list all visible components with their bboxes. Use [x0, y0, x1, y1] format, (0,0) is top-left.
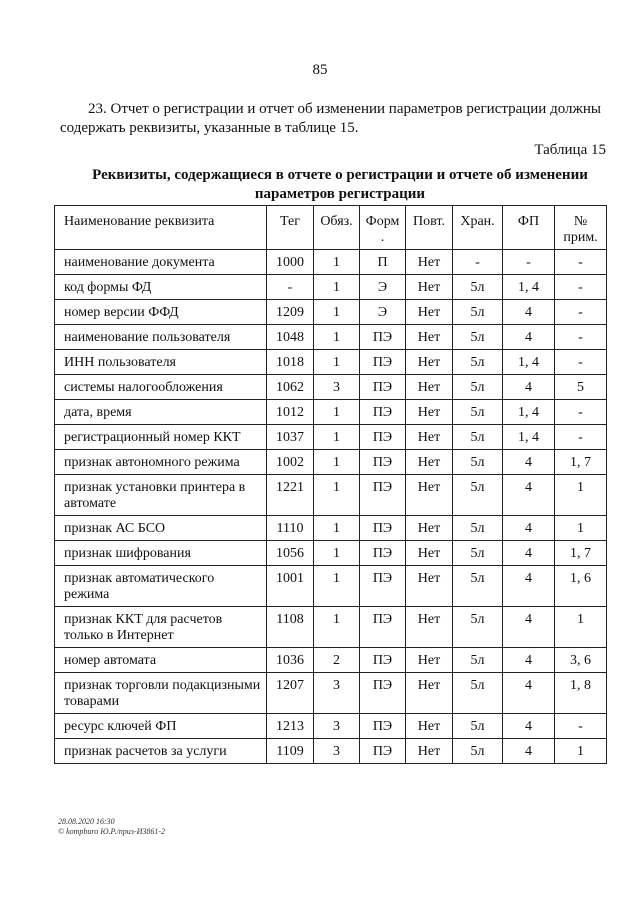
- cell-fp: 4: [503, 714, 555, 739]
- cell-fp: 4: [503, 673, 555, 714]
- cell-tag: 1062: [267, 375, 314, 400]
- table-title: Реквизиты, содержащиеся в отчете о регистрации и отчете об изменении параметров регистрации: [92, 167, 588, 202]
- cell-tag: -: [267, 275, 314, 300]
- cell-name: признак автономного режима: [55, 450, 267, 475]
- cell-tag: 1037: [267, 425, 314, 450]
- footer-stamp: [58, 817, 165, 837]
- cell-format: ПЭ: [360, 400, 406, 425]
- header-tag: Тег: [267, 206, 314, 250]
- requisites-table: [54, 205, 607, 764]
- table-row: [55, 475, 607, 516]
- cell-name: регистрационный номер ККТ: [55, 425, 267, 450]
- header-repeat: Повт.: [406, 206, 453, 250]
- cell-mandatory: 1: [314, 400, 360, 425]
- cell-repeat: Нет: [406, 516, 453, 541]
- cell-mandatory: 1: [314, 425, 360, 450]
- cell-mandatory: 1: [314, 300, 360, 325]
- cell-fp: 4: [503, 325, 555, 350]
- cell-name: признак автоматического режима: [55, 566, 267, 607]
- cell-mandatory: 3: [314, 739, 360, 764]
- cell-note: 1, 7: [555, 541, 607, 566]
- cell-format: ПЭ: [360, 673, 406, 714]
- cell-format: ПЭ: [360, 475, 406, 516]
- header-note: № прим.: [555, 206, 607, 250]
- cell-fp: 4: [503, 300, 555, 325]
- cell-tag: 1209: [267, 300, 314, 325]
- table-row: [55, 541, 607, 566]
- cell-note: 1: [555, 607, 607, 648]
- cell-fp: 4: [503, 375, 555, 400]
- cell-format: ПЭ: [360, 516, 406, 541]
- cell-mandatory: 1: [314, 566, 360, 607]
- cell-mandatory: 1: [314, 516, 360, 541]
- cell-repeat: Нет: [406, 475, 453, 516]
- cell-storage: 5л: [453, 541, 503, 566]
- cell-repeat: Нет: [406, 739, 453, 764]
- cell-tag: 1108: [267, 607, 314, 648]
- cell-repeat: Нет: [406, 350, 453, 375]
- cell-storage: 5л: [453, 714, 503, 739]
- cell-name: номер автомата: [55, 648, 267, 673]
- cell-format: П: [360, 250, 406, 275]
- cell-storage: 5л: [453, 300, 503, 325]
- cell-format: ПЭ: [360, 714, 406, 739]
- cell-fp: 4: [503, 541, 555, 566]
- page-number: 85: [312, 62, 328, 78]
- cell-format: Э: [360, 300, 406, 325]
- cell-name: системы налогообложения: [55, 375, 267, 400]
- intro-paragraph: [60, 100, 620, 138]
- footer-date: 28.08.2020 16:30: [58, 817, 115, 826]
- cell-storage: 5л: [453, 350, 503, 375]
- cell-name: номер версии ФФД: [55, 300, 267, 325]
- cell-storage: 5л: [453, 607, 503, 648]
- cell-repeat: Нет: [406, 714, 453, 739]
- cell-storage: 5л: [453, 325, 503, 350]
- cell-mandatory: 1: [314, 275, 360, 300]
- cell-repeat: Нет: [406, 450, 453, 475]
- cell-format: ПЭ: [360, 648, 406, 673]
- cell-note: -: [555, 400, 607, 425]
- table-row: [55, 739, 607, 764]
- cell-format: ПЭ: [360, 425, 406, 450]
- table-row: [55, 714, 607, 739]
- cell-tag: 1207: [267, 673, 314, 714]
- cell-storage: 5л: [453, 516, 503, 541]
- cell-fp: 4: [503, 566, 555, 607]
- cell-note: -: [555, 250, 607, 275]
- cell-name: код формы ФД: [55, 275, 267, 300]
- table-row: [55, 450, 607, 475]
- cell-name: признак установки принтера в автомате: [55, 475, 267, 516]
- cell-mandatory: 1: [314, 325, 360, 350]
- cell-format: ПЭ: [360, 375, 406, 400]
- cell-note: 3, 6: [555, 648, 607, 673]
- table-row: [55, 375, 607, 400]
- cell-fp: 4: [503, 739, 555, 764]
- cell-fp: 4: [503, 475, 555, 516]
- cell-fp: 1, 4: [503, 425, 555, 450]
- cell-repeat: Нет: [406, 275, 453, 300]
- cell-repeat: Нет: [406, 566, 453, 607]
- cell-fp: -: [503, 250, 555, 275]
- table-row: [55, 425, 607, 450]
- cell-storage: 5л: [453, 673, 503, 714]
- cell-tag: 1012: [267, 400, 314, 425]
- cell-format: ПЭ: [360, 325, 406, 350]
- cell-mandatory: 3: [314, 714, 360, 739]
- cell-name: ресурс ключей ФП: [55, 714, 267, 739]
- cell-fp: 4: [503, 450, 555, 475]
- cell-format: ПЭ: [360, 350, 406, 375]
- cell-mandatory: 1: [314, 250, 360, 275]
- table-header-row: [55, 206, 607, 250]
- table-row: [55, 275, 607, 300]
- cell-name: наименование пользователя: [55, 325, 267, 350]
- cell-storage: 5л: [453, 375, 503, 400]
- table-row: [55, 516, 607, 541]
- cell-tag: 1221: [267, 475, 314, 516]
- cell-tag: 1001: [267, 566, 314, 607]
- cell-note: 1, 8: [555, 673, 607, 714]
- cell-repeat: Нет: [406, 300, 453, 325]
- header-fp: ФП: [503, 206, 555, 250]
- cell-fp: 4: [503, 516, 555, 541]
- table-row: [55, 300, 607, 325]
- cell-fp: 1, 4: [503, 400, 555, 425]
- cell-repeat: Нет: [406, 250, 453, 275]
- header-storage: Хран.: [453, 206, 503, 250]
- cell-repeat: Нет: [406, 400, 453, 425]
- cell-format: Э: [360, 275, 406, 300]
- cell-format: ПЭ: [360, 607, 406, 648]
- table-row: [55, 325, 607, 350]
- table-row: [55, 250, 607, 275]
- cell-mandatory: 3: [314, 375, 360, 400]
- table-label: Таблица 15: [534, 142, 606, 158]
- cell-mandatory: 2: [314, 648, 360, 673]
- cell-note: 5: [555, 375, 607, 400]
- cell-name: ИНН пользователя: [55, 350, 267, 375]
- cell-note: 1: [555, 475, 607, 516]
- cell-fp: 4: [503, 648, 555, 673]
- cell-storage: 5л: [453, 566, 503, 607]
- cell-note: -: [555, 350, 607, 375]
- table-row: [55, 566, 607, 607]
- cell-note: -: [555, 275, 607, 300]
- cell-name: признак шифрования: [55, 541, 267, 566]
- cell-note: -: [555, 714, 607, 739]
- cell-storage: 5л: [453, 275, 503, 300]
- table-row: [55, 350, 607, 375]
- cell-name: признак ККТ для расчетов только в Интернет: [55, 607, 267, 648]
- cell-storage: 5л: [453, 400, 503, 425]
- cell-mandatory: 1: [314, 350, 360, 375]
- cell-repeat: Нет: [406, 673, 453, 714]
- table-row: [55, 400, 607, 425]
- cell-note: -: [555, 425, 607, 450]
- cell-name: признак АС БСО: [55, 516, 267, 541]
- cell-tag: 1018: [267, 350, 314, 375]
- cell-tag: 1213: [267, 714, 314, 739]
- cell-fp: 1, 4: [503, 275, 555, 300]
- header-name: Наименование реквизита: [55, 206, 267, 250]
- cell-mandatory: 1: [314, 541, 360, 566]
- cell-format: ПЭ: [360, 566, 406, 607]
- cell-mandatory: 1: [314, 450, 360, 475]
- cell-note: 1, 7: [555, 450, 607, 475]
- cell-note: 1: [555, 516, 607, 541]
- table-row: [55, 607, 607, 648]
- cell-storage: 5л: [453, 425, 503, 450]
- cell-tag: 1048: [267, 325, 314, 350]
- intro-text: 23. Отчет о регистрации и отчет об изменении параметров регистрации должны содержать реквизиты, указанные в таблице 15.: [60, 101, 601, 136]
- header-mandatory: Обяз.: [314, 206, 360, 250]
- cell-fp: 1, 4: [503, 350, 555, 375]
- cell-repeat: Нет: [406, 541, 453, 566]
- cell-format: ПЭ: [360, 739, 406, 764]
- cell-tag: 1002: [267, 450, 314, 475]
- header-format: Форм .: [360, 206, 406, 250]
- cell-storage: -: [453, 250, 503, 275]
- cell-name: признак расчетов за услуги: [55, 739, 267, 764]
- cell-repeat: Нет: [406, 375, 453, 400]
- cell-repeat: Нет: [406, 607, 453, 648]
- cell-storage: 5л: [453, 648, 503, 673]
- cell-format: ПЭ: [360, 541, 406, 566]
- cell-tag: 1056: [267, 541, 314, 566]
- cell-note: 1: [555, 739, 607, 764]
- table-row: [55, 673, 607, 714]
- cell-tag: 1109: [267, 739, 314, 764]
- cell-note: -: [555, 325, 607, 350]
- cell-format: ПЭ: [360, 450, 406, 475]
- cell-storage: 5л: [453, 739, 503, 764]
- cell-note: -: [555, 300, 607, 325]
- cell-mandatory: 1: [314, 607, 360, 648]
- cell-storage: 5л: [453, 475, 503, 516]
- cell-tag: 1110: [267, 516, 314, 541]
- footer-source: © kompburo Ю.Р./приз-И3861-2: [58, 827, 166, 836]
- cell-name: наименование документа: [55, 250, 267, 275]
- cell-name: признак торговли подакцизными товарами: [55, 673, 267, 714]
- cell-storage: 5л: [453, 450, 503, 475]
- cell-repeat: Нет: [406, 648, 453, 673]
- cell-tag: 1000: [267, 250, 314, 275]
- table-row: [55, 648, 607, 673]
- cell-name: дата, время: [55, 400, 267, 425]
- cell-repeat: Нет: [406, 425, 453, 450]
- cell-mandatory: 3: [314, 673, 360, 714]
- cell-mandatory: 1: [314, 475, 360, 516]
- cell-tag: 1036: [267, 648, 314, 673]
- cell-fp: 4: [503, 607, 555, 648]
- cell-note: 1, 6: [555, 566, 607, 607]
- cell-repeat: Нет: [406, 325, 453, 350]
